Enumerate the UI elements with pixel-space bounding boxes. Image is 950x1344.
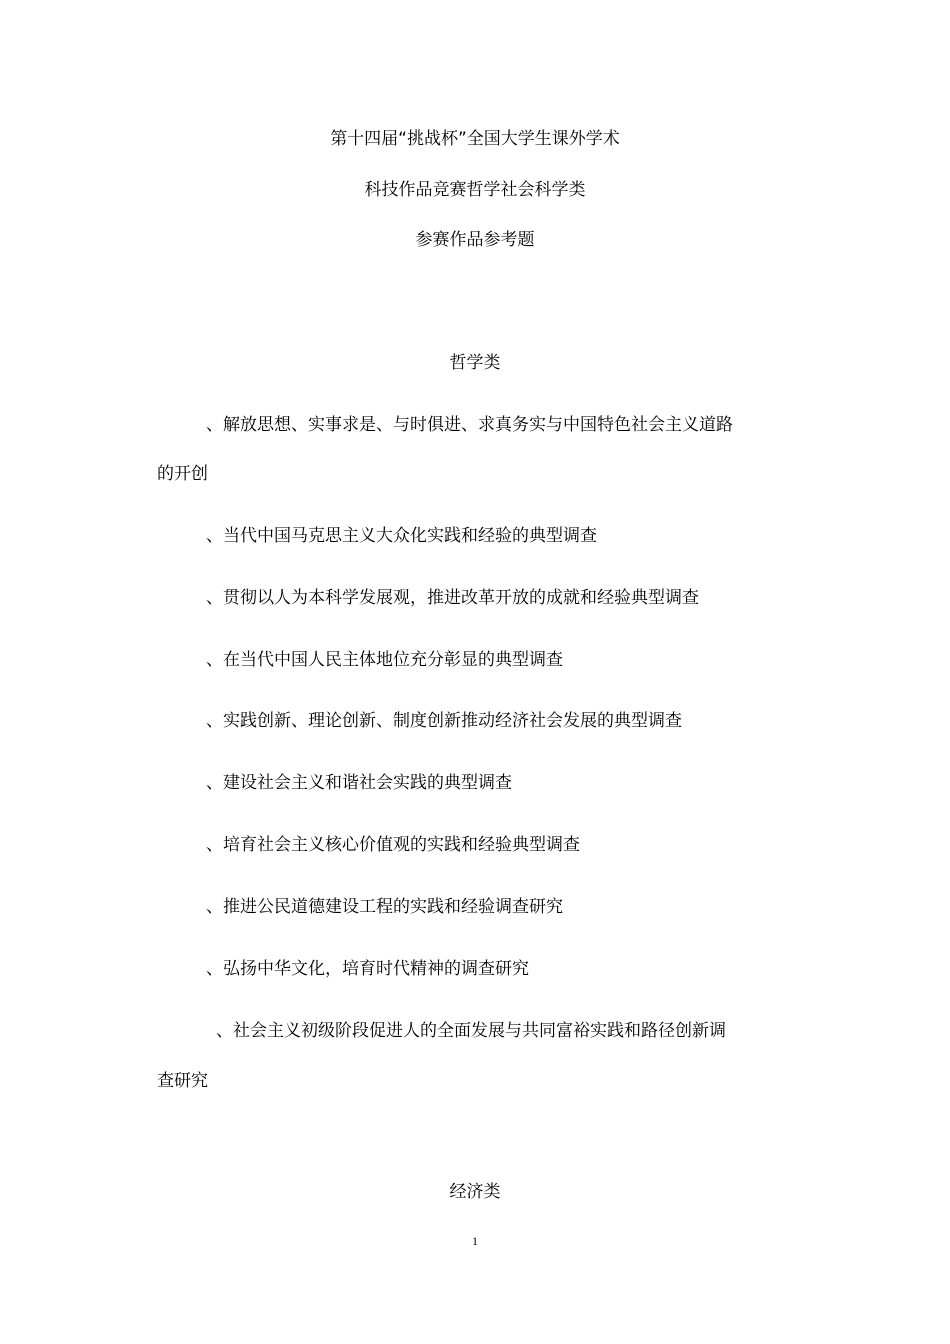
list-item-2: 、当代中国马克思主义大众化实践和经验的典型调查	[206, 526, 597, 546]
title-line-1: 第十四届“挑战杯”全国大学生课外学术	[330, 129, 620, 149]
list-item-10-line-1: 、社会主义初级阶段促进人的全面发展与共同富裕实践和路径创新调	[216, 1021, 726, 1041]
list-item-9: 、弘扬中华文化，培育时代精神的调查研究	[206, 959, 529, 979]
section-heading-philosophy: 哲学类	[449, 353, 501, 373]
title-line-2: 科技作品竞赛哲学社会科学类	[364, 180, 586, 200]
page-number: 1	[472, 1234, 478, 1248]
list-item-3: 、贯彻以人为本科学发展观，推进改革开放的成就和经验典型调查	[206, 588, 699, 608]
title-line-3: 参赛作品参考题	[415, 230, 535, 250]
list-item-8: 、推进公民道德建设工程的实践和经验调查研究	[206, 897, 563, 917]
list-item-10-line-2: 查研究	[157, 1071, 208, 1091]
list-item-5: 、实践创新、理论创新、制度创新推动经济社会发展的典型调查	[206, 711, 682, 731]
list-item-4: 、在当代中国人民主体地位充分彰显的典型调查	[206, 650, 563, 670]
list-item-1-line-2: 的开创	[157, 464, 208, 484]
list-item-7: 、培育社会主义核心价值观的实践和经验典型调查	[206, 835, 580, 855]
list-item-6: 、建设社会主义和谐社会实践的典型调查	[206, 773, 512, 793]
section-heading-economics: 经济类	[449, 1182, 501, 1202]
list-item-1-line-1: 、解放思想、实事求是、与时俱进、求真务实与中国特色社会主义道路	[206, 415, 733, 435]
